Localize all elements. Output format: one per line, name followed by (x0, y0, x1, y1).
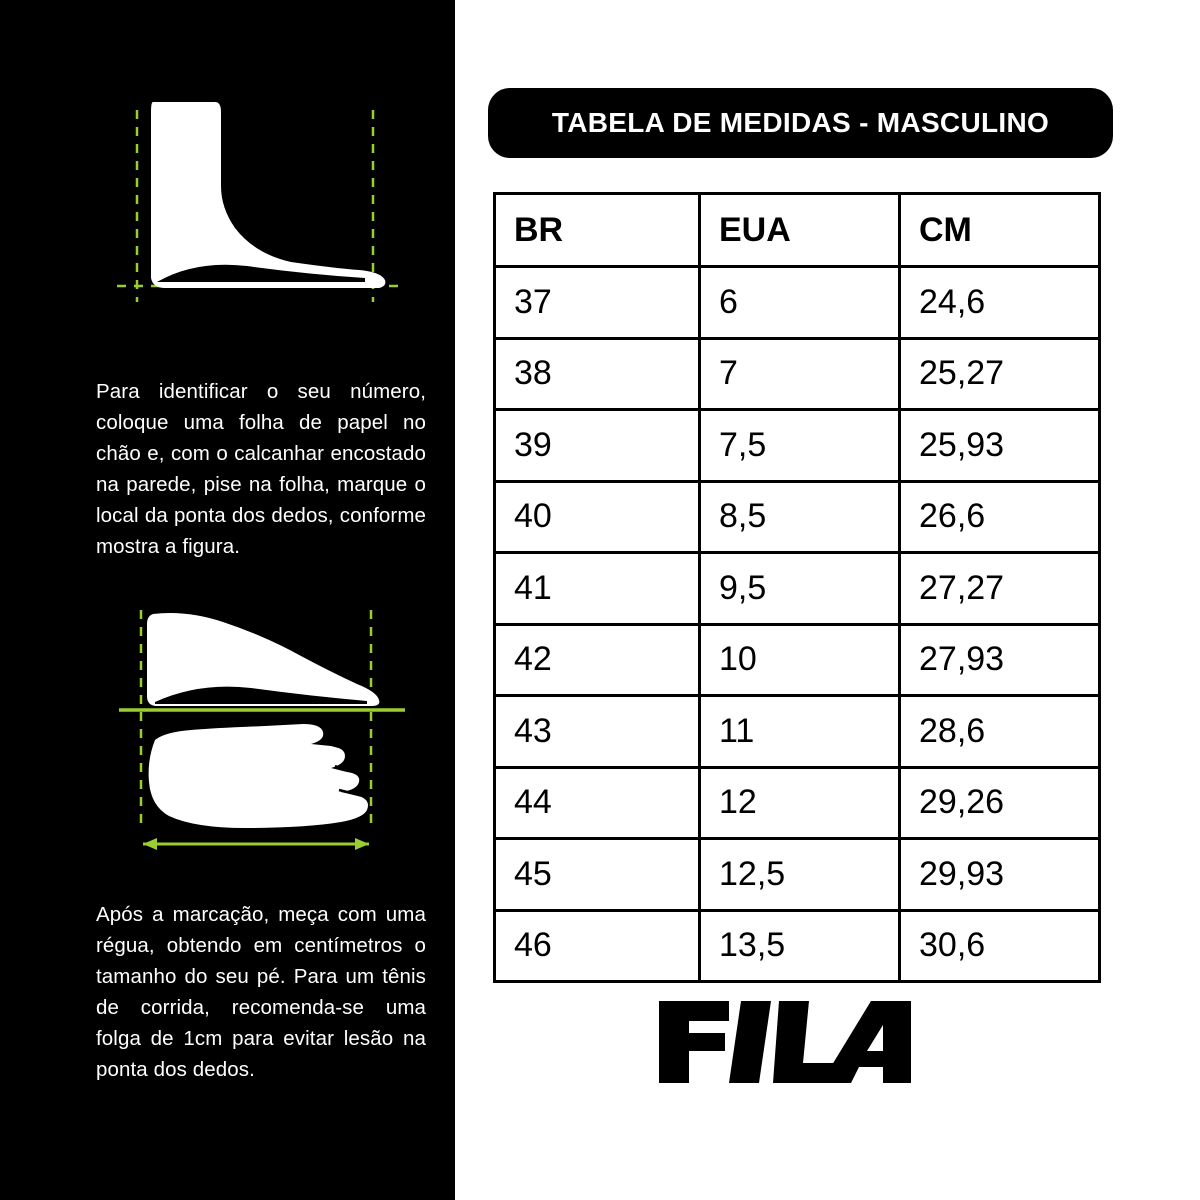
table-header-row (495, 194, 1100, 267)
table-row (495, 267, 1100, 339)
cell-cm: 30,6 (900, 910, 1100, 982)
cell-eua: 7,5 (700, 410, 900, 482)
cell-cm: 28,6 (900, 696, 1100, 768)
cell-br: 42 (495, 624, 700, 696)
cell-cm: 25,27 (900, 338, 1100, 410)
cell-br: 38 (495, 338, 700, 410)
page-title-text: TABELA DE MEDIDAS - MASCULINO (551, 107, 1050, 138)
table-row (495, 696, 1100, 768)
size-table-panel (455, 0, 1200, 1200)
table-row (495, 338, 1100, 410)
column-header-eua: EUA (700, 194, 900, 267)
cell-br: 43 (495, 696, 700, 768)
cell-br: 37 (495, 267, 700, 339)
cell-cm: 24,6 (900, 267, 1100, 339)
table-row (495, 839, 1100, 911)
table-row (495, 910, 1100, 982)
cell-br: 46 (495, 910, 700, 982)
fila-logo (655, 995, 915, 1090)
size-table (493, 192, 1101, 983)
table-row (495, 767, 1100, 839)
cell-br: 39 (495, 410, 700, 482)
cell-eua: 13,5 (700, 910, 900, 982)
cell-eua: 12 (700, 767, 900, 839)
table-row (495, 481, 1100, 553)
cell-br: 45 (495, 839, 700, 911)
table-row (495, 553, 1100, 625)
cell-cm: 29,93 (900, 839, 1100, 911)
table-row (495, 410, 1100, 482)
instructions-panel (0, 0, 455, 1200)
instruction-step-1: Para identificar o seu número, coloque uma folha de papel no chão e, com o calcanhar encostado na parede, pise na folha, marque o local da ponta dos dedos, conforme mostra a figura. (96, 379, 426, 559)
cell-eua: 10 (700, 624, 900, 696)
column-header-cm: CM (900, 194, 1100, 267)
cell-cm: 25,93 (900, 410, 1100, 482)
cell-eua: 12,5 (700, 839, 900, 911)
cell-eua: 11 (700, 696, 900, 768)
cell-br: 41 (495, 553, 700, 625)
cell-eua: 9,5 (700, 553, 900, 625)
foot-side-view-icon (95, 90, 425, 330)
page-title (488, 88, 1113, 158)
cell-eua: 8,5 (700, 481, 900, 553)
instruction-step-2: Após a marcação, meça com uma régua, obtendo em centímetros o tamanho do seu pé. Para um tênis de corrida, recomenda-se uma folga de 1cm para evitar lesão na ponta dos dedos. (96, 902, 426, 1082)
cell-cm: 27,93 (900, 624, 1100, 696)
foot-measure-icon (95, 600, 425, 860)
table-row (495, 624, 1100, 696)
cell-eua: 7 (700, 338, 900, 410)
column-header-br: BR (495, 194, 700, 267)
cell-cm: 29,26 (900, 767, 1100, 839)
cell-cm: 27,27 (900, 553, 1100, 625)
cell-br: 40 (495, 481, 700, 553)
cell-cm: 26,6 (900, 481, 1100, 553)
cell-eua: 6 (700, 267, 900, 339)
cell-br: 44 (495, 767, 700, 839)
